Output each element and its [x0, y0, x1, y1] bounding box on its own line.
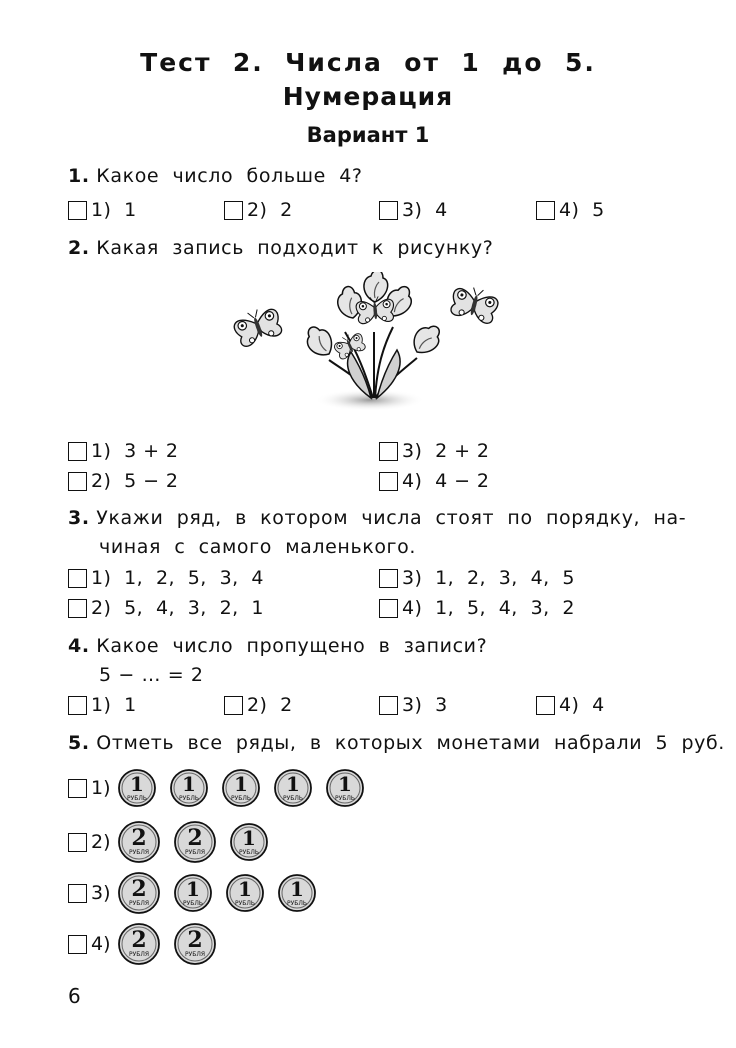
checkbox[interactable] — [68, 569, 87, 588]
option-label: 3) 4 — [402, 199, 448, 221]
coin-label: РУБЛЬ — [178, 795, 199, 802]
checkbox[interactable] — [68, 201, 87, 220]
q3-option-4[interactable] — [379, 597, 575, 619]
checkbox[interactable] — [68, 599, 87, 618]
coin-value: 2 — [130, 825, 147, 851]
option-label: 2) 2 — [247, 199, 293, 221]
checkbox[interactable] — [536, 696, 555, 715]
q2-option-4[interactable] — [379, 470, 489, 492]
question-text: Какая запись подходит к рисунку? — [96, 237, 494, 259]
coin-1-icon — [117, 768, 157, 808]
coin-label: РУБЛЬ — [126, 795, 147, 802]
coin-label: РУБЛЯ — [128, 900, 149, 907]
coin-1-icon — [173, 873, 213, 913]
option-label: 2) 2 — [247, 694, 293, 716]
checkbox[interactable] — [68, 833, 87, 852]
checkbox[interactable] — [379, 599, 398, 618]
butterflies-and-flowers-illustration — [225, 272, 515, 422]
checkbox[interactable] — [379, 472, 398, 491]
q4-option-1[interactable] — [68, 694, 137, 716]
option-label: 1) 1 — [91, 694, 137, 716]
question-3 — [68, 507, 686, 529]
coin-1-icon — [229, 822, 269, 862]
option-label: 4) — [91, 933, 111, 955]
question-2 — [68, 237, 493, 259]
option-label: 1) 3 + 2 — [91, 440, 179, 462]
coin-1-icon — [221, 768, 261, 808]
option-label: 3) — [91, 882, 111, 904]
option-label: 4) 5 — [559, 199, 605, 221]
q4-option-2[interactable] — [224, 694, 293, 716]
q1-option-3[interactable] — [379, 199, 448, 221]
coin-1-icon — [225, 873, 265, 913]
coin-value: 1 — [241, 826, 256, 850]
option-label: 3) 3 — [402, 694, 448, 716]
coin-2-icon — [173, 922, 217, 966]
q3-option-2[interactable] — [68, 597, 264, 619]
checkbox[interactable] — [536, 201, 555, 220]
question-5 — [68, 732, 725, 754]
coin-value: 2 — [186, 927, 203, 953]
variant-label: Вариант 1 — [306, 123, 430, 147]
question-4-expression: 5 − … = 2 — [99, 664, 204, 686]
q5-option-3[interactable] — [68, 871, 329, 915]
question-number: 2. — [68, 237, 90, 259]
checkbox[interactable] — [224, 201, 243, 220]
coin-value: 2 — [130, 876, 147, 902]
coin-value: 1 — [233, 772, 248, 796]
coin-value: 1 — [337, 772, 352, 796]
checkbox[interactable] — [379, 201, 398, 220]
coin-value: 1 — [185, 877, 200, 901]
coin-label: РУБЛЯ — [128, 849, 149, 856]
checkbox[interactable] — [68, 779, 87, 798]
option-label: 2) 5 − 2 — [91, 470, 179, 492]
coin-value: 1 — [285, 772, 300, 796]
question-4 — [68, 635, 487, 657]
q3-option-1[interactable] — [68, 567, 264, 589]
question-text: Какое число пропущено в записи? — [96, 635, 488, 657]
checkbox[interactable] — [68, 696, 87, 715]
coin-value: 1 — [289, 877, 304, 901]
question-3-continued: чиная с самого маленького. — [99, 536, 416, 558]
coin-row — [117, 820, 281, 864]
page-number: 6 — [68, 984, 81, 1008]
coin-2-icon — [117, 820, 161, 864]
option-label: 1) — [91, 777, 111, 799]
question-number: 4. — [68, 635, 90, 657]
coin-value: 2 — [130, 927, 147, 953]
q2-option-2[interactable] — [68, 470, 178, 492]
question-text: Отметь все ряды, в которых монетами набрали 5 руб. — [96, 732, 725, 754]
coin-row — [117, 871, 329, 915]
coin-label: РУБЛЬ — [238, 849, 259, 856]
option-label: 2) — [91, 831, 111, 853]
q4-option-3[interactable] — [379, 694, 448, 716]
checkbox[interactable] — [379, 696, 398, 715]
q1-option-1[interactable] — [68, 199, 137, 221]
coin-label: РУБЛЯ — [184, 849, 205, 856]
q3-option-3[interactable] — [379, 567, 575, 589]
q1-option-4[interactable] — [536, 199, 605, 221]
coin-1-icon — [277, 873, 317, 913]
q5-option-4[interactable] — [68, 922, 229, 966]
option-label: 3) 2 + 2 — [402, 440, 490, 462]
coin-value: 1 — [181, 772, 196, 796]
coin-2-icon — [117, 871, 161, 915]
option-label: 4) 1, 5, 4, 3, 2 — [402, 597, 575, 619]
coin-2-icon — [173, 820, 217, 864]
coin-label: РУБЛЬ — [182, 900, 203, 907]
coin-value: 1 — [237, 877, 252, 901]
coin-value: 1 — [129, 772, 144, 796]
test-title: Тест 2. Числа от 1 до 5. — [140, 48, 596, 77]
checkbox[interactable] — [68, 442, 87, 461]
coin-label: РУБЛЬ — [286, 900, 307, 907]
coin-row — [117, 922, 229, 966]
question-text: Укажи ряд, в котором числа стоят по порядку, на- — [96, 507, 687, 529]
coin-label: РУБЛЬ — [282, 795, 303, 802]
q2-option-3[interactable] — [379, 440, 489, 462]
q1-option-2[interactable] — [224, 199, 293, 221]
option-label: 3) 1, 2, 3, 4, 5 — [402, 567, 575, 589]
coin-label: РУБЛЬ — [334, 795, 355, 802]
question-number: 3. — [68, 507, 90, 529]
question-text: Какое число больше 4? — [96, 165, 363, 187]
checkbox[interactable] — [379, 569, 398, 588]
coin-label: РУБЛЬ — [234, 900, 255, 907]
checkbox[interactable] — [68, 472, 87, 491]
coin-1-icon — [169, 768, 209, 808]
coin-label: РУБЛЯ — [128, 951, 149, 958]
option-label: 1) 1 — [91, 199, 137, 221]
option-label: 1) 1, 2, 5, 3, 4 — [91, 567, 264, 589]
coin-label: РУБЛЬ — [230, 795, 251, 802]
checkbox[interactable] — [224, 696, 243, 715]
checkbox[interactable] — [68, 935, 87, 954]
coin-row — [117, 768, 377, 808]
q4-option-4[interactable] — [536, 694, 605, 716]
checkbox[interactable] — [68, 884, 87, 903]
question-number: 1. — [68, 165, 90, 187]
checkbox[interactable] — [379, 442, 398, 461]
q2-option-1[interactable] — [68, 440, 178, 462]
coin-2-icon — [117, 922, 161, 966]
test-subtitle: Нумерация — [282, 82, 454, 111]
coin-1-icon — [325, 768, 365, 808]
option-label: 2) 5, 4, 3, 2, 1 — [91, 597, 264, 619]
coin-1-icon — [273, 768, 313, 808]
question-number: 5. — [68, 732, 90, 754]
question-1 — [68, 165, 363, 187]
q5-option-2[interactable] — [68, 820, 281, 864]
option-label: 4) 4 − 2 — [402, 470, 490, 492]
coin-label: РУБЛЯ — [184, 951, 205, 958]
coin-value: 2 — [186, 825, 203, 851]
option-label: 4) 4 — [559, 694, 605, 716]
q5-option-1[interactable] — [68, 768, 377, 808]
